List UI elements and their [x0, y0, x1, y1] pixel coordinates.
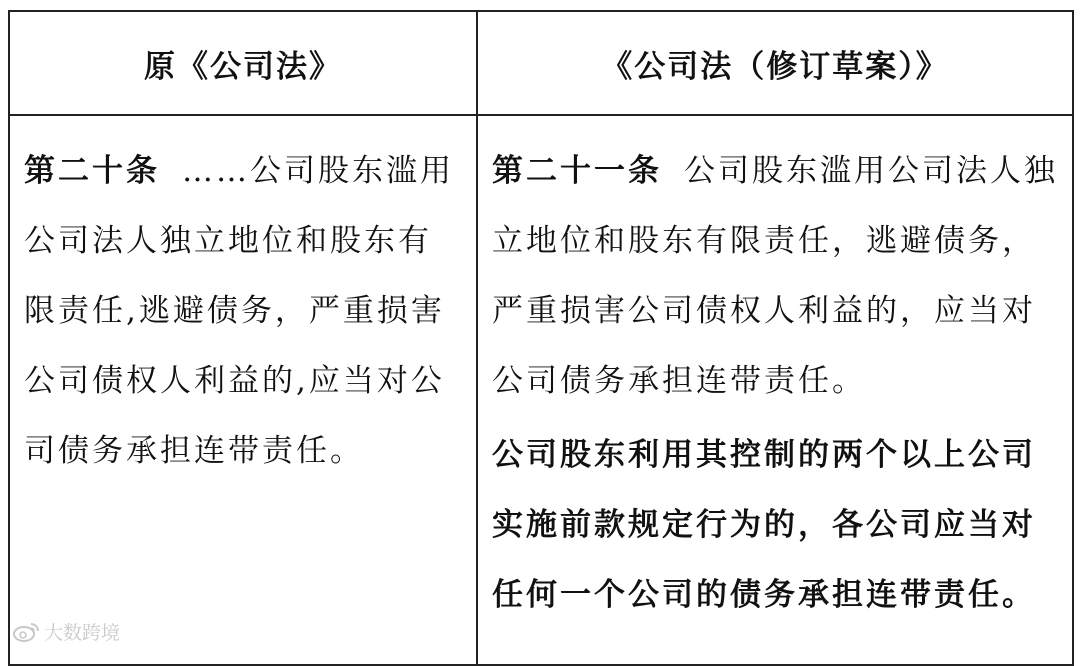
new-provision-paragraph: 公司股东利用其控制的两个以上公司实施前款规定行为的，各公司应当对任何一个公司的债务承担连带责任。 [492, 437, 1036, 613]
article-text: 公司股东滥用公司法人独立地位和股东有限责任，逃避债务，严重损害公司债权人利益的，应当对公司债务承担连带责任。 [492, 153, 1058, 399]
watermark-text: 大数跨境 [44, 622, 121, 644]
article-number: 第二十条 [24, 153, 160, 189]
weibo-logo-icon [12, 621, 40, 643]
article-number: 第二十一条 [492, 153, 662, 189]
watermark [12, 618, 120, 645]
table-row [9, 115, 1073, 665]
table-header-row [9, 11, 1073, 115]
original-article-cell [9, 115, 477, 665]
header-revised-draft: 《公司法（修订草案）》 [477, 11, 1073, 115]
header-original-law: 原《公司法》 [9, 11, 477, 115]
revised-article-paragraph [492, 136, 1064, 416]
revised-article-cell [477, 115, 1073, 665]
law-comparison-table [8, 10, 1074, 666]
article-text: ……公司股东滥用公司法人独立地位和股东有限责任,逃避债务，严重损害公司债权人利益的,应当对公司债务承担连带责任。 [24, 153, 454, 469]
original-article-paragraph [24, 136, 462, 486]
